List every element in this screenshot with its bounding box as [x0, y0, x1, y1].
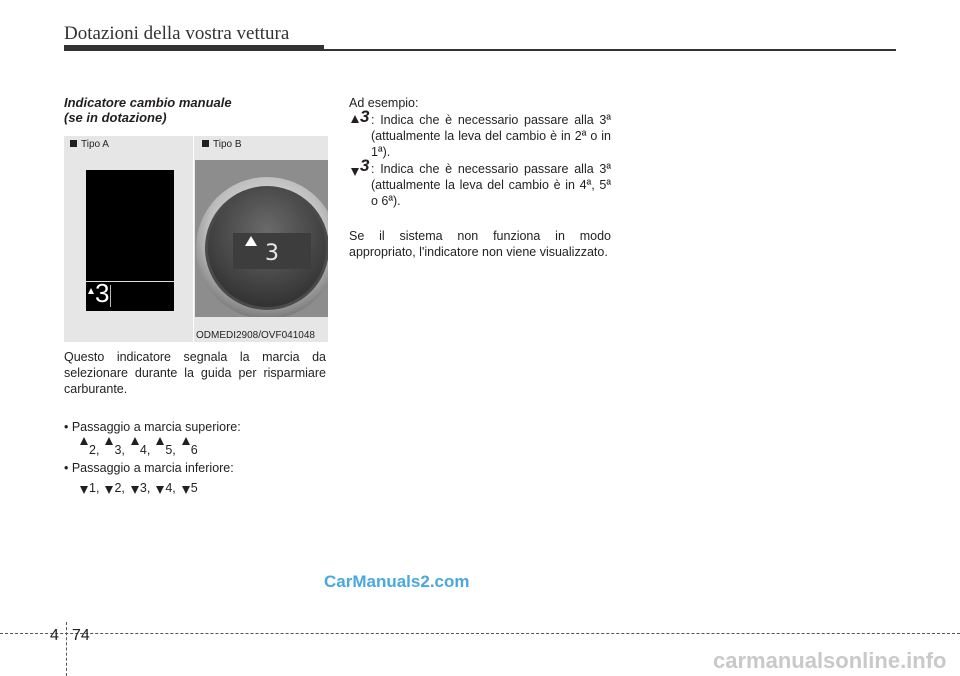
- example-label: Ad esempio:: [349, 96, 419, 110]
- gear-number: 4,: [139, 443, 151, 457]
- dial-illustration: [195, 160, 328, 317]
- gear-number: 2,: [114, 481, 125, 495]
- down-arrow-icon: [131, 486, 139, 494]
- lcd-up-arrow-icon: [88, 288, 94, 294]
- downshift-description: : Indica che è necessario passare alla 3ª (attualmente la leva del cambio è in 4ª, 5ª o 6ª).: [371, 162, 611, 208]
- lcd-bar: [110, 285, 111, 307]
- gear-number: 4,: [165, 481, 176, 495]
- gear-number: 3,: [114, 443, 125, 457]
- intro-paragraph: Questo indicatore segnala la marcia da selezionare durante la guida per risparmiare carburante.: [64, 350, 326, 396]
- header-rule-thick: [64, 45, 324, 51]
- bullet-downshift: • Passaggio a marcia inferiore:: [64, 461, 234, 475]
- square-bullet-icon: [70, 140, 77, 147]
- gear-number: 5,: [165, 443, 176, 457]
- example-upshift: 3 : Indica che è necessario passare alla 3ª (attualmente la leva del cambio è in 2ª o in 1ª).: [349, 112, 611, 162]
- section-subheading: [64, 95, 232, 125]
- subheading-line-1: Indicatore cambio manuale: [64, 95, 232, 110]
- gear-item: [80, 481, 99, 495]
- down-arrow-icon: [351, 168, 359, 176]
- figure-label-tipo-a: Tipo A: [70, 139, 109, 150]
- gear-item: [156, 481, 175, 495]
- gear-number: 2,: [89, 443, 100, 457]
- header-rule-thin: [324, 49, 896, 51]
- lcd-gear-digit: 3: [95, 278, 110, 308]
- down-arrow-icon: [105, 486, 113, 494]
- down-arrow-icon: [182, 486, 190, 494]
- square-bullet-icon: [202, 140, 209, 147]
- bullet-upshift: • Passaggio a marcia superiore:: [64, 420, 241, 434]
- gear-item: [131, 440, 151, 457]
- gear-item: [156, 440, 176, 457]
- up-arrow-icon: [182, 437, 190, 445]
- gear-item: [105, 481, 124, 495]
- malfunction-note: Se il sistema non funziona in modo appropriato, l'indicatore non viene visualizzato.: [349, 229, 611, 259]
- footer-divider: [66, 622, 67, 676]
- gear-item: [182, 481, 198, 495]
- gear-number: 6: [190, 443, 198, 457]
- down-arrow-icon: [80, 486, 88, 494]
- watermark-carmanualsonline: carmanualsonline.info: [713, 648, 947, 673]
- subheading-line-2: (se in dotazione): [64, 110, 167, 125]
- figure-label-tipo-b: Tipo B: [202, 139, 242, 150]
- page-header-title: Dotazioni della vostra vettura: [64, 23, 290, 44]
- figure-caption: ODMEDI2908/OVF041048: [196, 330, 315, 341]
- footer-rule: [0, 633, 960, 634]
- chapter-number: 4: [50, 627, 59, 644]
- page-number: 74: [72, 627, 90, 644]
- dial-gear-digit: 3: [265, 241, 279, 266]
- down-arrow-icon: [156, 486, 164, 494]
- dial-display-tipo-b: [195, 160, 328, 317]
- gear-item: [131, 481, 150, 495]
- gear-item: [80, 440, 100, 457]
- gear-item: [182, 440, 198, 457]
- gear-number: 1,: [89, 481, 100, 495]
- up-arrow-icon: [156, 437, 164, 445]
- upshift-description: : Indica che è necessario passare alla 3ª (attualmente la leva del cambio è in 2ª o in 1ª).: [371, 113, 611, 159]
- upshift-gears-list: [80, 437, 204, 458]
- gear-number: 5: [190, 481, 198, 495]
- figure-divider: [193, 136, 194, 342]
- up-arrow-icon: [351, 115, 359, 123]
- gear-number: 3,: [139, 481, 151, 495]
- up-arrow-icon: [80, 437, 88, 445]
- example-downshift: 3 : Indica che è necessario passare alla 3ª (attualmente la leva del cambio è in 4ª, 5ª o 6ª).: [349, 161, 611, 211]
- downshift-gears-list: [80, 480, 204, 496]
- up-arrow-icon: [105, 437, 113, 445]
- up-arrow-icon: [131, 437, 139, 445]
- gear-item: [105, 440, 125, 457]
- watermark-carmanuals2: CarManuals2.com: [324, 572, 470, 591]
